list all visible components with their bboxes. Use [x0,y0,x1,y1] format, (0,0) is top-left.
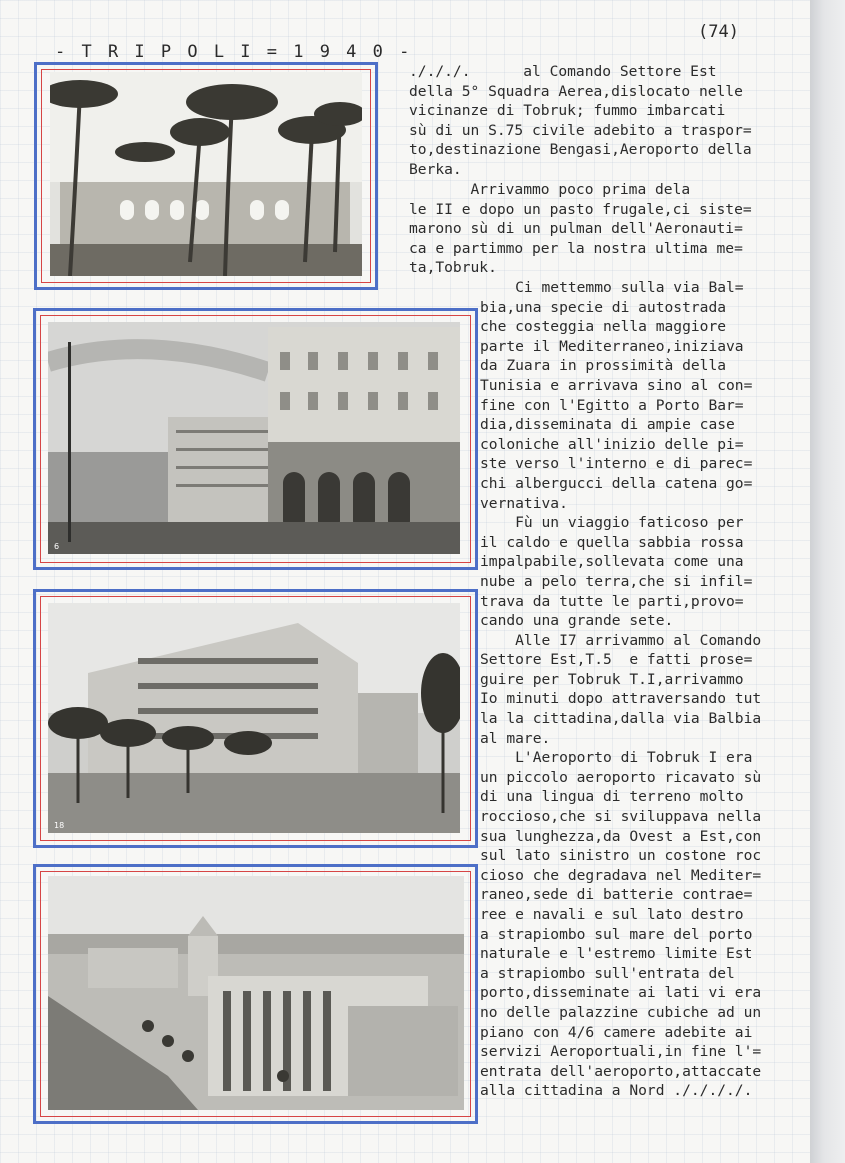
photo-street-corner [48,322,460,554]
paragraph-journey: Ci mettemmo sulla via Bal= bia,una specie di autostrada che costeggia nella maggiore parte il Mediterraneo,iniziava da Zuara in prossimità della Tunisia e arrivava sino al con= fine con l'Egitto a Porto Bar= dia,disseminata di ampie case coloniche all'inizio delle pi= ste verso l'interno e di parec= chi albergucci della catena go= vernativa. Fù un viaggio faticoso per il caldo e quella sabbia rossa impalpabile,sollevata come una nube a pelo terra,che si infil= trava da tutte le parti,provo= cando una grande sete. Alle I7 arrivammo al Comando Settore Est,T.5 e fatti prose= guire per Tobruk T.I,arrivammo Io minuti dopo attraversando tut la la cittadina,dalla via Balbia al mare. L'Aeroporto di Tobruk I era un piccolo aeroporto ricavato sù di una lingua di terreno molto roccioso,che si sviluppava nella sua lunghezza,da Ovest a Est,con sul lato sinistro un costone roc cioso che degradava nel Mediter= raneo,sede di batterie contrae= ree e navali e sul lato destro a strapiombo sul mare del porto naturale e l'estremo limite Est a strapiombo sull'entrata del porto,disseminate ai lati vi era no delle palazzine cubiche ad un piano con 4/6 camere adebite ai servizi Aeroportuali,in fine l'= entrata dell'aeroporto,attaccate alla cittadina a Nord ././././. [480,279,762,1100]
page-number: (74) [698,22,739,42]
photo-boulevard [48,603,460,833]
photo-palm-garden [50,72,362,276]
photo-number-label: 6 [54,542,60,551]
page-header-title: - T R I P O L I = 1 9 4 0 - [55,42,413,62]
photo-number-label: 18 [54,821,65,830]
photo-aerial-view [48,876,464,1110]
paragraph-intro: ./././. al Comando Settore Est della 5° Squadra Aerea,dislocato nelle vicinanze di Tobruk; fummo imbarcati sù di un S.75 civile adebito a traspor= to,destinazione Bengasi,Aeroporto della Berka. [409,63,752,178]
paragraph-arrival: Arrivammo poco prima dela le II e dopo un pasto frugale,ci siste= marono sù di un pulman dell'Aeronauti= ca e partimmo per la nostra ultima me= ta,Tobruk. [409,181,752,277]
page-edge [810,0,845,1163]
